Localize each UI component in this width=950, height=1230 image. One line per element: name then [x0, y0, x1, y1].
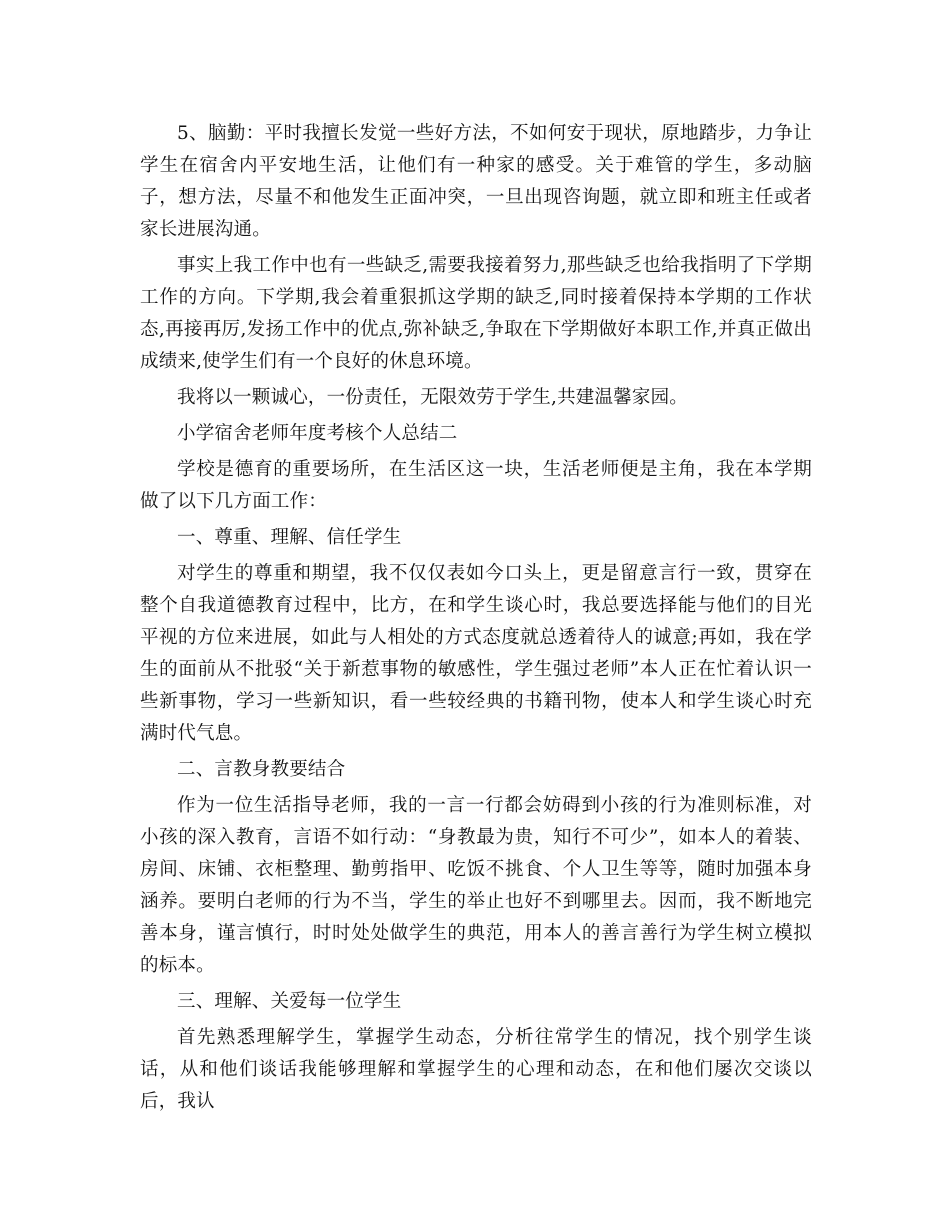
paragraph-intro: 学校是德育的重要场所，在生活区这一块，生活老师便是主角，我在本学期做了以下几方面工作： — [140, 459, 812, 512]
paragraph-brain-diligence: 5、脑勤：平时我擅长发觉一些好方法，不如何安于现状，原地踏步，力争让学生在宿舍内平安地生活，让他们有一种家的感受。关于难管的学生，多动脑子，想方法，尽量不和他发生正面冲突，一旦出现咨询题，就立即和班主任或者家长进展沟通。 — [140, 123, 812, 240]
paragraph-shortcomings: 事实上我工作中也有一些缺乏,需要我接着努力,那些缺乏也给我指明了下学期工作的方向。下学期,我会着重狠抓这学期的缺乏,同时接着保持本学期的工作状态,再接再厉,发扬工作中的优点,弥补缺乏,争取在下学期做好本职工作,并真正做出成绩来,使学生们有一个良好的休息环境。 — [140, 255, 812, 372]
section-title: 小学宿舍老师年度考核个人总结二 — [177, 423, 458, 444]
heading-respect: 一、尊重、理解、信任学生 — [177, 527, 402, 548]
document-body — [140, 118, 812, 1122]
paragraph-commitment: 我将以一颗诚心，一份责任，无限效劳于学生,共建温馨家园。 — [177, 387, 688, 408]
paragraph-respect: 对学生的尊重和期望，我不仅仅表如今口头上，更是留意言行一致，贯穿在整个自我道德教育过程中，比方，在和学生谈心时，我总要选择能与他们的目光平视的方位来进展，如此与人相处的方式态度就总透着待人的诚意;再如，我在学生的面前从不批驳“关于新惹事物的敏感性，学生强过老师”本人正在忙着认识一些新事物，学习一些新知识，看一些较经典的书籍刊物，使本人和学生谈心时充满时代气息。 — [140, 563, 812, 744]
paragraph-teaching: 作为一位生活指导老师，我的一言一行都会妨碍到小孩的行为准则标准，对小孩的深入教育，言语不如行动：“身教最为贵，知行不可少”，如本人的着装、房间、床铺、衣柜整理、勤剪指甲、吃饭不挑食、个人卫生等等，随时加强本身涵养。要明白老师的行为不当，学生的举止也好不到哪里去。因而，我不断地完善本身，谨言慎行，时时处处做学生的典范，用本人的善言善行为学生树立模拟的标本。 — [140, 795, 812, 976]
heading-care: 三、理解、关爱每一位学生 — [177, 991, 402, 1012]
heading-teaching: 二、言教身教要结合 — [177, 759, 346, 780]
paragraph-care: 首先熟悉理解学生，掌握学生动态，分析往常学生的情况，找个别学生谈话，从和他们谈话我能够理解和掌握学生的心理和动态，在和他们屡次交谈以后，我认 — [140, 1027, 812, 1112]
